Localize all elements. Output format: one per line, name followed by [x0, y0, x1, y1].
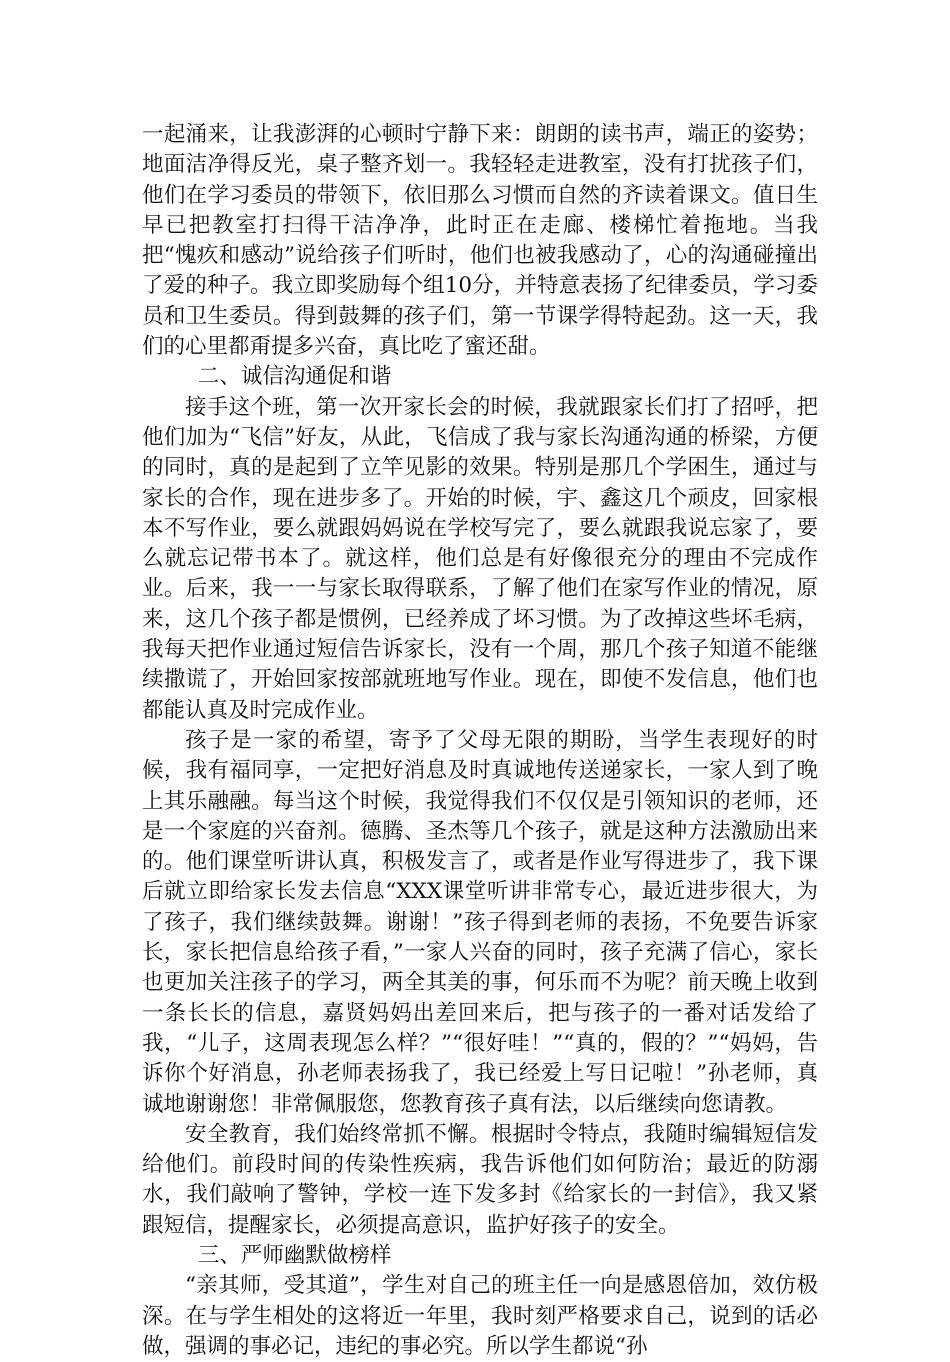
paragraph-section3-1: “亲其师，受其道”，学生对自己的班主任一向是感恩倍加，效仿极深。在与学生相处的这将近一年里，我时刻严格要求自己，说到的话必做，强调的事必记，违纪的事必究。所以学生都说“孙 — [142, 1273, 818, 1359]
paragraph-section2-3: 安全教育，我们始终常抓不懈。根据时令特点，我随时编辑短信发给他们。前段时间的传染性疾病，我告诉他们如何防治；最近的防溺水，我们敲响了警钟，学校一连下发多封《给家长的一封信》，我又紧跟短信，提醒家长，必须提高意识，监护好孩子的安全。 — [142, 1121, 818, 1238]
paragraph-intro-continuation: 一起涌来，让我澎湃的心顿时宁静下来：朗朗的读书声，端正的姿势；地面洁净得反光，桌子整齐划一。我轻轻走进教室，没有打扰孩子们，他们在学习委员的带领下，依旧那么习惯而自然的齐读着课文。值日生早已把教室打扫得干洁净净，此时正在走廊、楼梯忙着拖地。当我把“愧疚和感动”说给孩子们听时，他们也被我感动了，心的沟通碰撞出了爱的种子。我立即奖励每个组10分，并特意表扬了纪律委员，学习委员和卫生委员。得到鼓舞的孩子们，第一节课学得特起劲。这一天，我们的心里都甭提多兴奋，真比吃了蜜还甜。 — [142, 122, 818, 360]
section-heading-3: 三、严师幽默做榜样 — [197, 1242, 392, 1268]
paragraph-section2-2: 孩子是一家的希望，寄予了父母无限的期盼，当学生表现好的时候，我有福同享，一定把好消息及时真诚地传送递家长，一家人到了晚上其乐融融。每当这个时候，我觉得我们不仅仅是引领知识的老师，还是一个家庭的兴奋剂。德腾、圣杰等几个孩子，就是这种方法激励出来的。他们课堂听讲认真，积极发言了，或者是作业写得进步了，我下课后就立即给家长发去信息“XXX课堂听讲非常专心，最近进步很大，为了孩子，我们继续鼓舞。谢谢！”孩子得到老师的表扬，不免要告诉家长，家长把信息给孩子看，”一家人兴奋的同时，孩子充满了信心，家长也更加关注孩子的学习，两全其美的事，何乐而不为呢？前天晚上收到一条长长的信息，嘉贤妈妈出差回来后，把与孩子的一番对话发给了我，“儿子，这周表现怎么样？”“很好哇！”“真的，假的？”“妈妈，告诉你个好消息，孙老师表扬我了，我已经爱上写日记啦！”孙老师，真诚地谢谢您！非常佩服您，您教育孩子真有法，以后继续向您请教。 — [142, 727, 818, 1117]
section-heading-2: 二、诚信沟通促和谐 — [197, 364, 392, 390]
document-page — [142, 120, 818, 1362]
paragraph-section2-1: 接手这个班，第一次开家长会的时候，我就跟家长们打了招呼，把他们加为“飞信”好友，从此，飞信成了我与家长沟通沟通的桥梁，方便的同时，真的是起到了立竿见影的效果。特别是那几个学困生，通过与家长的合作，现在进步多了。开始的时候，宇、鑫这几个顽皮，回家根本不写作业，要么就跟妈妈说在学校写完了，要么就跟我说忘家了，要么就忘记带书本了。就这样，他们总是有好像很充分的理由不完成作业。后来，我一一与家长取得联系，了解了他们在家写作业的情况，原来，这几个孩子都是惯例，已经养成了坏习惯。为了改掉这些坏毛病，我每天把作业通过短信告诉家长，没有一个周，那几个孩子知道不能继续撒谎了，开始回家按部就班地写作业。现在，即使不发信息，他们也都能认真及时完成作业。 — [142, 394, 818, 723]
